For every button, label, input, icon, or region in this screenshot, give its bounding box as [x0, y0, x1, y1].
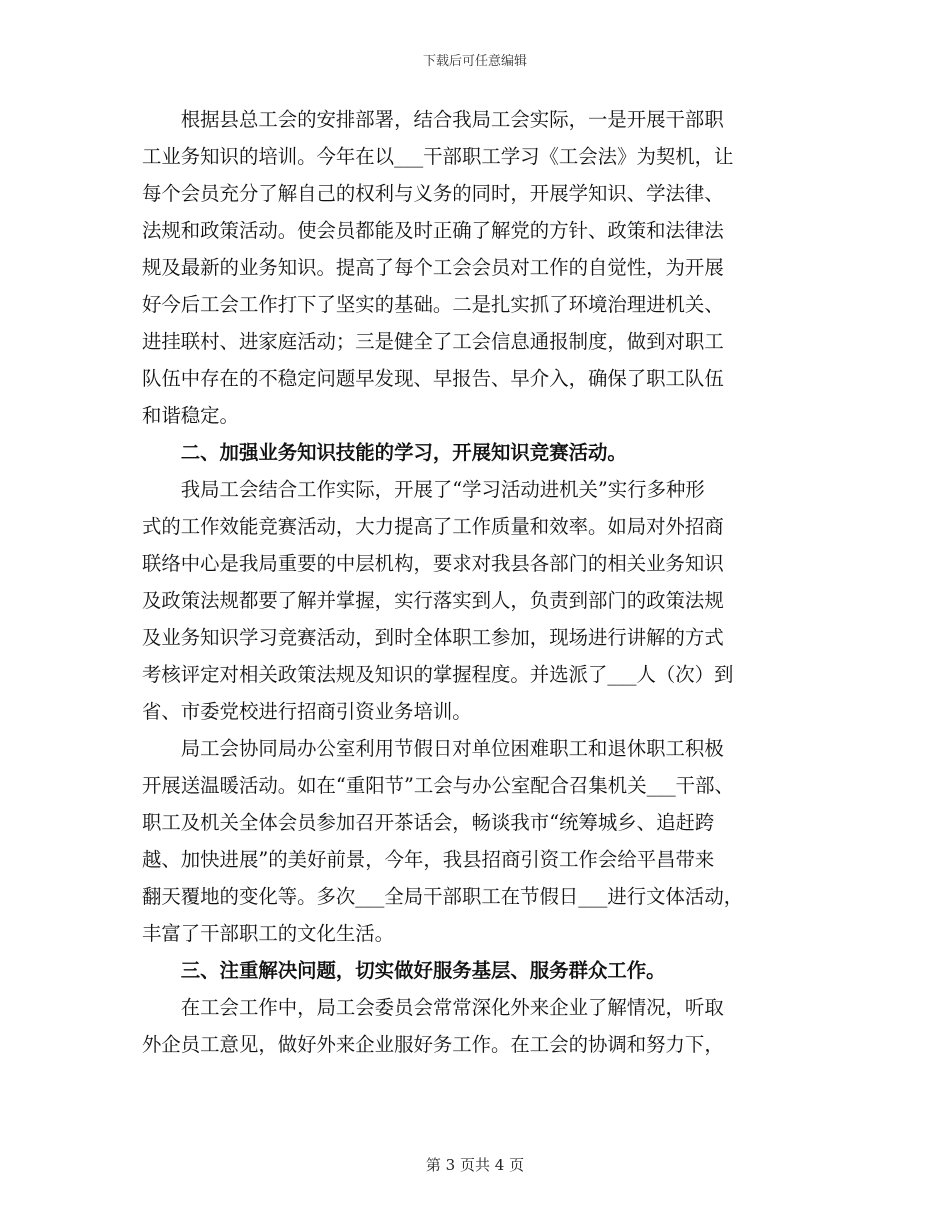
text-line: 外企员工意见，做好外来企业服好务工作。在工会的协调和努力下，: [142, 1033, 724, 1056]
text-line: 在工会工作中，局工会委员会常常深化外来企业了解情况，听取: [142, 996, 724, 1019]
text-line: 考核评定对相关政策法规及知识的掌握程度。并选派了___人（次）到: [142, 663, 734, 686]
text-line: 省、市委党校进行招商引资业务培训。: [142, 700, 472, 723]
text-line: 队伍中存在的不稳定问题早发现、早报告、早介入，确保了职工队伍: [142, 367, 724, 390]
document-body: [142, 101, 810, 1063]
text-line: 根据县总工会的安排部署，结合我局工会实际，一是开展干部职: [142, 108, 724, 131]
text-line: 越、加快进展”的美好前景，今年，我县招商引资工作会给平昌带来: [142, 848, 715, 871]
text-line: 联络中心是我局重要的中层机构，要求对我县各部门的相关业务知识: [142, 552, 724, 575]
text-line: 我局工会结合工作实际，开展了“学习活动进机关”实行多种形: [142, 478, 705, 501]
section-heading: 三、注重解决问题，切实做好服务基层、服务群众工作。: [142, 959, 666, 982]
page-footer: 第 3 页共 4 页: [425, 1156, 525, 1174]
text-line: 开展送温暖活动。如在“重阳节”工会与办公室配合召集机关___干部、: [142, 774, 734, 797]
text-line: 局工会协同局办公室利用节假日对单位困难职工和退休职工积极: [142, 737, 724, 760]
text-line: 及业务知识学习竞赛活动，到时全体职工参加，现场进行讲解的方式: [142, 626, 724, 649]
text-line: 规及最新的业务知识。提高了每个工会会员对工作的自觉性，为开展: [142, 256, 724, 279]
text-line: 进挂联村、进家庭活动；三是健全了工会信息通报制度，做到对职工: [142, 330, 724, 353]
text-line: 及政策法规都要了解并掌握，实行落实到人，负责到部门的政策法规: [142, 589, 724, 612]
section-heading: 二、加强业务知识技能的学习，开展知识竞赛活动。: [142, 441, 627, 464]
text-line: 丰富了干部职工的文化生活。: [142, 922, 395, 945]
text-line: 工业务知识的培训。今年在以___干部职工学习《工会法》为契机，让: [142, 145, 734, 168]
text-line: 翻天覆地的变化等。多次___全局干部职工在节假日___进行文体活动，: [142, 885, 744, 908]
text-line: 和谐稳定。: [142, 404, 239, 427]
text-line: 法规和政策活动。使会员都能及时正确了解党的方针、政策和法律法: [142, 219, 724, 242]
page-header: 下载后可任意编辑: [422, 54, 527, 69]
text-line: 式的工作效能竞赛活动，大力提高了工作质量和效率。如局对外招商: [142, 515, 724, 538]
text-line: 职工及机关全体会员参加召开茶话会，畅谈我市“统筹城乡、追赶跨: [142, 811, 715, 834]
text-line: 每个会员充分了解自己的权利与义务的同时，开展学知识、学法律、: [142, 182, 724, 205]
text-line: 好今后工会工作打下了坚实的基础。二是扎实抓了环境治理进机关、: [142, 293, 724, 316]
